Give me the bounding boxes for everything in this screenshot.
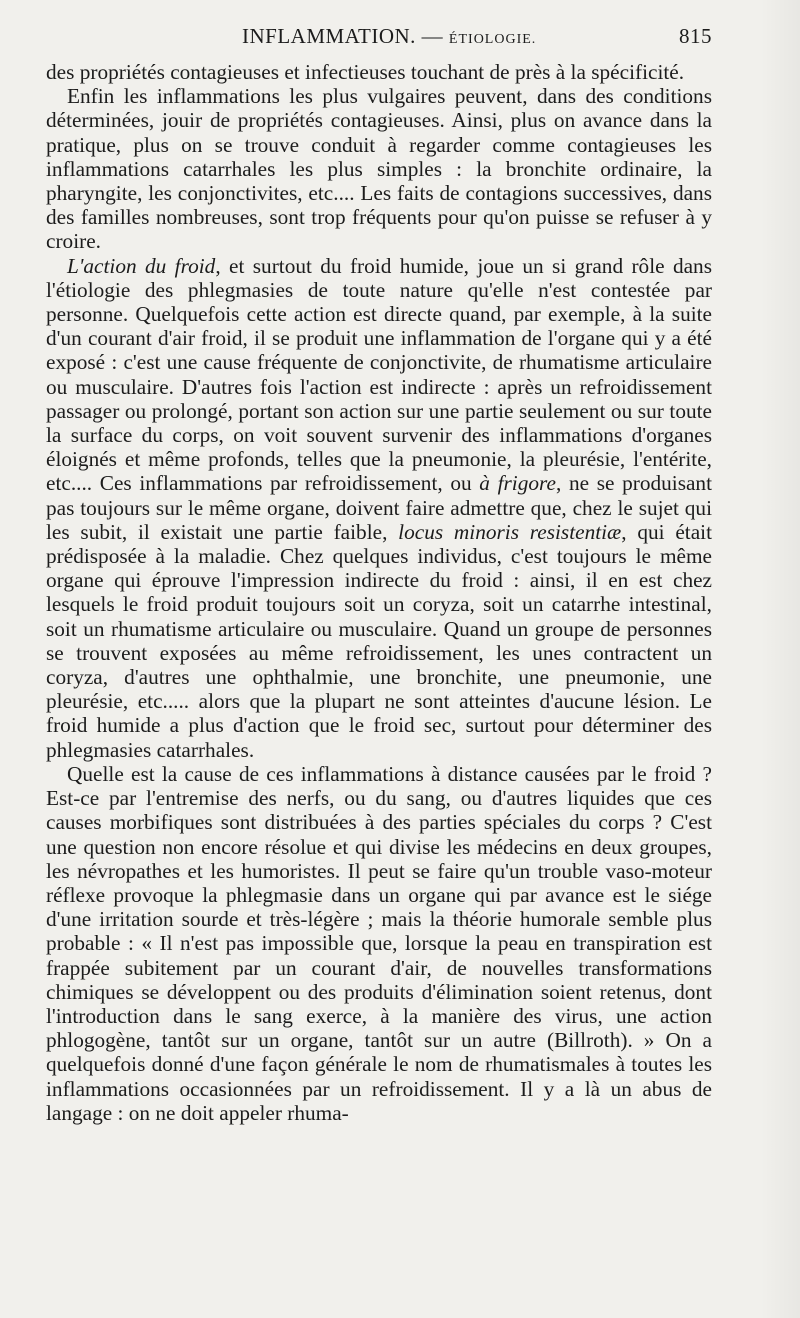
- paragraph-3: [46, 254, 712, 762]
- italic-phrase-a-frigore: à frigore: [479, 471, 556, 496]
- paragraph-3-text-a: , et surtout du froid humide, joue un si grand rôle dans l'étiologie des phlegmasies de toute nature qu'elle n'est contestée par personne. Quelquefois cette action est directe quand, par exemple, à la suite d'un courant d'air froid, il se produit une inflammation de l'organe qui y a été exposé : c'est une cause fréquente de conjonctivite, de rhumatisme articulaire ou musculaire. D'autres fois l'action est indirecte : après un refroidissement passager ou prolongé, portant son action sur une partie seulement ou sur toute la surface du corps, on voit souvent survenir des inflammations d'organes éloignés et même profonds, telles que la pneumonie, la pleurésie, l'entérite, etc.... Ces inflammations par refroidissement, ou: [46, 253, 712, 496]
- running-title: [242, 24, 536, 49]
- paragraph-3-text-c: , qui était prédisposée à la maladie. Chez quelques individus, c'est toujours le même organe qui éprouve l'impression indirecte du froid : ainsi, il en est chez lesquels le froid produit toujours soit un coryza, soit un catarrhe intestinal, soit un rhumatisme articulaire ou musculaire. Quand un groupe de personnes se trouvent exposées au même refroidissement, les unes contractent un coryza, d'autres une ophthalmie, une bronchite, une pneumonie, une pleurésie, etc..... alors que la plupart ne sont atteintes d'aucune lésion. Le froid humide a plus d'action que le froid sec, surtout pour déterminer des phlegmasies catarrhales.: [46, 519, 713, 762]
- running-header: [46, 24, 712, 54]
- paragraph-4: Quelle est la cause de ces inflammations à distance causées par le froid ? Est-ce par l'entremise des nerfs, ou du sang, ou d'autres liquides que ces causes morbifiques sont distribuées à des parties spéciales du corps ? C'est une question non encore résolue et qui divise les médecins en deux groupes, les névropathes et les humoristes. Il peut se faire qu'un trouble vaso-moteur réflexe provoque la phlegmasie dans un organe qui par avance est le siége d'une irritation sourde et très-légère ; mais la théorie humorale semble plus probable : « Il n'est pas impossible que, lorsque la peau en transpiration est frappée subitement par un courant d'air, de nouvelles transformations chimiques se développent ou des produits d'élimination soient retenus, dont l'introduction dans le sang exerce, à la manière des virus, une action phlogogène, tantôt sur un organe, tantôt sur un autre (Billroth). » On a quelquefois donné d'une façon générale le nom de rhumatismales à toutes les inflammations occasionnées par un refroidissement. Il y a là un abus de langage : on ne doit appeler rhuma-: [46, 761, 712, 1125]
- header-separator: —: [421, 24, 444, 48]
- page-number: 815: [679, 24, 712, 48]
- header-title: INFLAMMATION.: [242, 24, 416, 48]
- paragraph-3-text-b: , ne se produisant pas toujours sur le même organe, doivent faire admettre que, chez le sujet qui les subit, il existait une partie faible,: [46, 471, 712, 544]
- italic-phrase-locus-minoris: locus minoris resistentiæ: [398, 519, 622, 544]
- body-text: [46, 60, 712, 1125]
- header-subtitle: ÉTIOLOGIE.: [448, 32, 537, 47]
- page-edge-shadow: [760, 0, 800, 1318]
- paragraph-1: des propriétés contagieuses et infectieuses touchant de près à la spécificité.: [46, 60, 685, 84]
- italic-phrase-action-du-froid: L'action du froid: [67, 253, 216, 278]
- paragraph-2: Enfin les inflammations les plus vulgaires peuvent, dans des conditions déterminées, jouir de propriétés contagieuses. Ainsi, plus on avance dans la pratique, plus on se trouve conduit à regarder comme contagieuses les inflammations catarrhales les plus simples : la bronchite ordinaire, la pharyngite, les conjonctivites, etc.... Les faits de contagions successives, dans des familles nombreuses, sont trop fréquents pour qu'on puisse se refuser à y croire.: [46, 84, 712, 254]
